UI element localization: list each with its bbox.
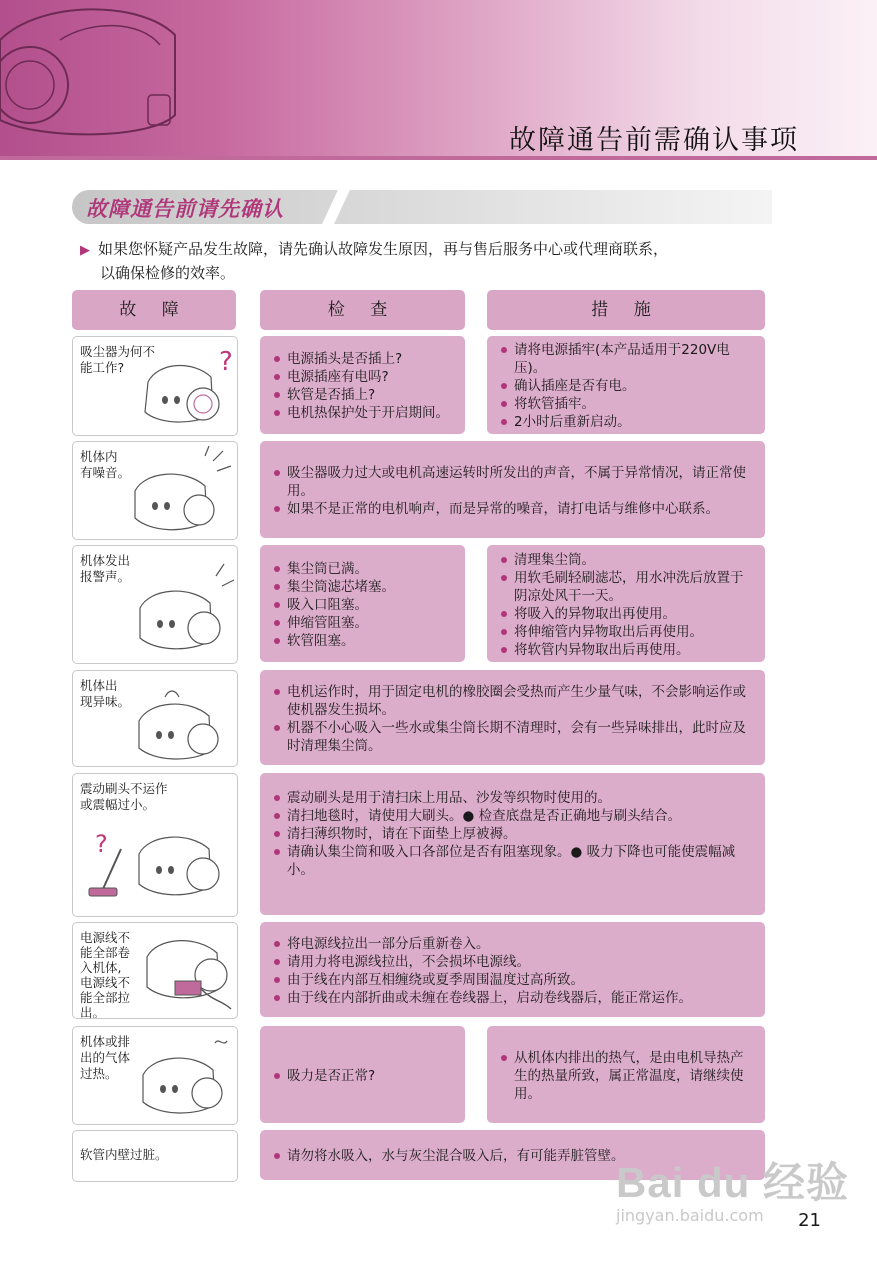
note-item: 请确认集尘筒和吸入口各部位是否有阻塞现象。● 吸力下降也可能使震幅减小。 — [274, 843, 755, 879]
note-item: 电机运作时，用于固定电机的橡胶圈会受热而产生少量气味，不会影响运作或使机器发生损坏。 — [274, 683, 755, 719]
merged-cell — [260, 441, 765, 538]
svg-text:?: ? — [95, 830, 108, 858]
action-item: 清理集尘筒。 — [501, 551, 755, 569]
watermark-brand: Bai du 经验 — [616, 1159, 850, 1206]
action-item: 2小时后重新启动。 — [501, 413, 755, 431]
fault-cell — [72, 670, 238, 767]
intro-text — [80, 238, 668, 285]
check-item: 集尘筒滤芯堵塞。 — [274, 578, 455, 596]
fault-cell — [72, 1026, 238, 1125]
fault-cell — [72, 1130, 238, 1182]
note-item: 请用力将电源线拉出，不会损坏电源线。 — [274, 953, 755, 971]
watermark-url: jingyan.baidu.com — [616, 1206, 764, 1225]
fault-label: 机体内 有噪音。 — [80, 449, 131, 480]
fault-cell — [72, 336, 238, 436]
fault-label: 软管内壁过脏。 — [80, 1147, 168, 1162]
vacuum-odor-icon — [125, 677, 235, 765]
action-item: 将软管内异物取出后再使用。 — [501, 641, 755, 659]
svg-text:?: ? — [219, 347, 233, 377]
note-item: 清扫地毯时，请使用大刷头。● 检查底盘是否正确地与刷头结合。 — [274, 807, 755, 825]
check-cell — [260, 545, 465, 662]
vacuum-noise-icon — [125, 446, 235, 536]
vacuum-question-icon — [133, 342, 237, 432]
fault-cell — [72, 773, 238, 917]
note-item: 如果不是正常的电机响声，而是异常的噪音，请打电话与维修中心联系。 — [274, 500, 755, 518]
vacuum-cord-icon — [139, 927, 235, 1015]
fault-label: 电源线不 能全部卷 入机体, 电源线不 能全部拉 出。 — [80, 930, 131, 1019]
action-cell — [487, 336, 765, 434]
note-item: 将电源线拉出一部分后重新卷入。 — [274, 935, 755, 953]
check-item: 集尘筒已满。 — [274, 560, 455, 578]
note-item: 由于线在内部互相缠绕或夏季周围温度过高所致。 — [274, 971, 755, 989]
action-item: 请将电源插牢(本产品适用于220V电压)。 — [501, 341, 755, 377]
action-cell — [487, 545, 765, 662]
fault-cell — [72, 922, 238, 1019]
check-cell — [260, 1026, 465, 1123]
column-header-fault: 故 障 — [72, 290, 236, 330]
fault-label: 吸尘器为何不 能工作? — [80, 344, 156, 375]
page-number: 21 — [798, 1210, 821, 1231]
check-item: 电源插头是否插上? — [274, 350, 455, 368]
action-item: 将软管插牢。 — [501, 395, 755, 413]
note-item: 清扫薄织物时，请在下面垫上厚被褥。 — [274, 825, 755, 843]
triangle-bullet-icon: ▶ — [80, 243, 90, 258]
note-item: 请勿将水吸入，水与灰尘混合吸入后，有可能弄脏管壁。 — [274, 1147, 755, 1165]
merged-cell — [260, 773, 765, 915]
check-cell — [260, 336, 465, 434]
check-item: 软管阻塞。 — [274, 632, 455, 650]
vacuum-brush-icon — [81, 814, 235, 914]
action-item: 确认插座是否有电。 — [501, 377, 755, 395]
fault-label: 震动刷头不运作 或震幅过小。 — [80, 781, 168, 812]
check-item: 软管是否插上? — [274, 386, 455, 404]
column-header-check: 检 查 — [260, 290, 465, 330]
fault-label: 机体出 现异味。 — [80, 678, 131, 709]
action-item: 用软毛刷轻刷滤芯，用水冲洗后放置于阴凉处风干一天。 — [501, 569, 755, 605]
merged-cell — [260, 922, 765, 1017]
note-item: 震动刷头是用于清扫床上用品、沙发等织物时使用的。 — [274, 789, 755, 807]
section-title: 故障通告前请先确认 — [86, 197, 284, 221]
check-item: 吸入口阻塞。 — [274, 596, 455, 614]
intro-line-2: 以确保检修的效率。 — [100, 264, 236, 282]
merged-cell — [260, 670, 765, 765]
vacuum-heat-icon — [131, 1033, 235, 1121]
fault-label: 机体发出 报警声。 — [80, 553, 131, 584]
intro-line-1: 如果您怀疑产品发生故障，请先确认故障发生原因，再与售后服务中心或代理商联系， — [98, 240, 669, 258]
note-item: 由于线在内部折曲或未缠在卷线器上，启动卷线器后，能正常运作。 — [274, 989, 755, 1007]
check-item: 吸力是否正常? — [274, 1067, 455, 1085]
column-header-action: 措 施 — [487, 290, 765, 330]
vacuum-illustration — [0, 0, 200, 150]
vacuum-alarm-icon — [128, 558, 236, 658]
note-item: 吸尘器吸力过大或电机高速运转时所发出的声音，不属于异常情况，请正常使用。 — [274, 464, 755, 500]
note-item: 机器不小心吸入一些水或集尘筒长期不清理时，会有一些异味排出，此时应及时清理集尘筒。 — [274, 719, 755, 755]
fault-cell — [72, 441, 238, 540]
fault-label: 机体或排 出的气体 过热。 — [80, 1034, 131, 1081]
check-item: 伸缩管阻塞。 — [274, 614, 455, 632]
check-item: 电机热保护处于开启期间。 — [274, 404, 455, 422]
action-cell — [487, 1026, 765, 1123]
page-title: 故障通告前需确认事项 — [509, 125, 799, 156]
action-item: 将吸入的异物取出再使用。 — [501, 605, 755, 623]
fault-cell — [72, 545, 238, 664]
check-item: 电源插座有电吗? — [274, 368, 455, 386]
action-item: 从机体内排出的热气，是由电机导热产生的热量所致，属正常温度，请继续使用。 — [501, 1049, 755, 1103]
action-item: 将伸缩管内异物取出后再使用。 — [501, 623, 755, 641]
